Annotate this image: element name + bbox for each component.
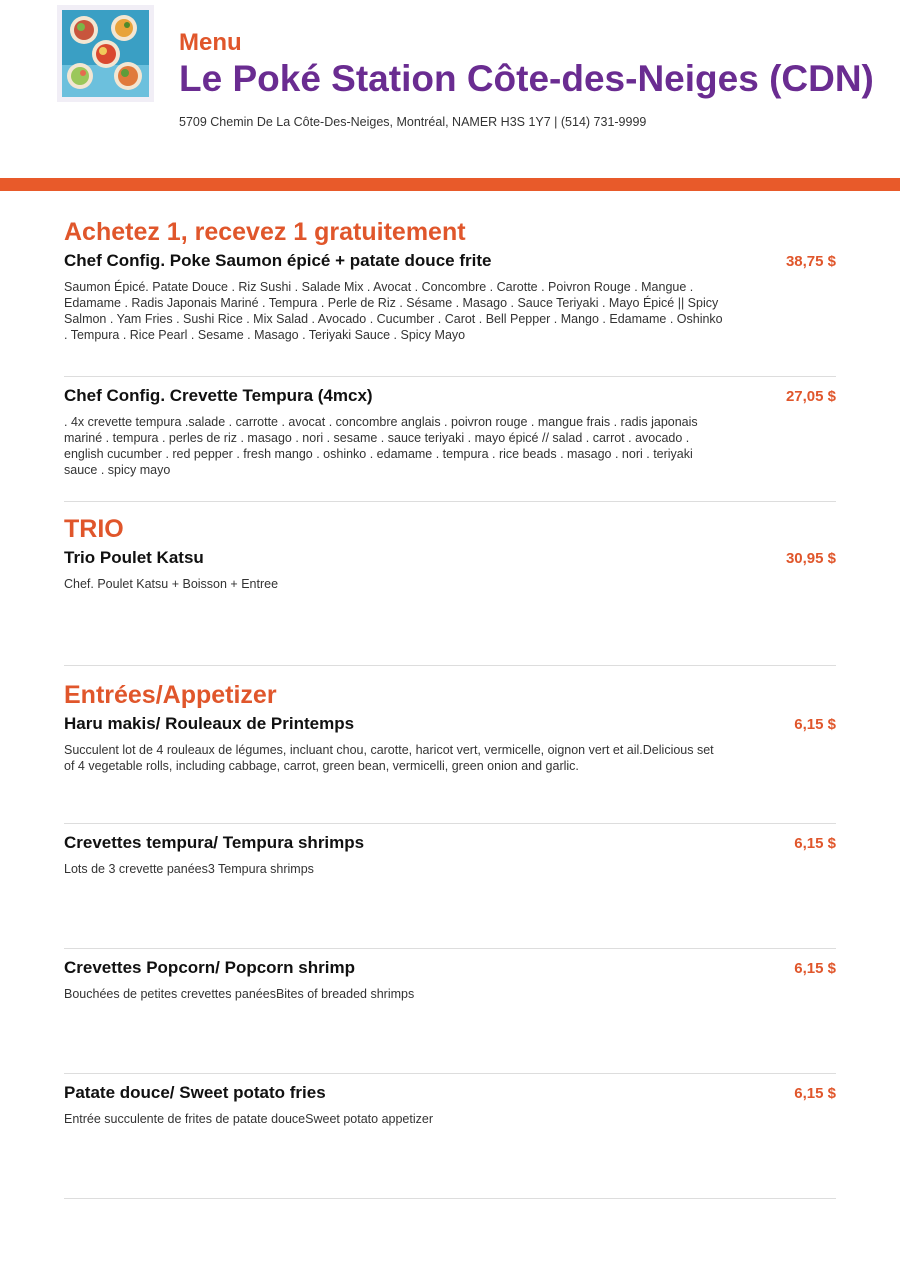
menu-item[interactable]	[64, 247, 836, 377]
menu-section	[64, 680, 836, 1199]
menu-section	[64, 217, 836, 502]
menu-item[interactable]	[64, 829, 836, 949]
item-description: Chef. Poulet Katsu + Boisson + Entree	[64, 577, 279, 591]
menu-item[interactable]	[64, 544, 836, 666]
section-title: Entrées/Appetizer	[64, 681, 277, 709]
item-description: Succulent lot de 4 rouleaux de légumes, incluant chou, carotte, haricot vert, vermicelle, oignon vert et ail.Delicious set of 4 vegetable rolls, including cabbage, carrot, green bean, vermicelli, green onion and garlic.	[64, 743, 714, 773]
item-name: Crevettes tempura/ Tempura shrimps	[64, 833, 365, 852]
item-description: . 4x crevette tempura .salade . carrotte . avocat . concombre anglais . poivron rouge . mangue frais . radis japonais mariné . tempura . perles de riz . masago . nori . sesame . sauce teriyaki . mayo épicé // salad . carrot . avocado . english cucumber . red pepper . fresh mango . oshinko . edamame . tempura . rice beads . masago . nori . teriyaki sauce . spicy mayo	[64, 415, 698, 477]
header-divider-band	[0, 178, 900, 191]
item-description: Bouchées de petites crevettes panéesBites of breaded shrimps	[64, 987, 415, 1001]
item-name: Crevettes Popcorn/ Popcorn shrimp	[64, 958, 355, 977]
item-price: 27,05 $	[785, 388, 836, 405]
restaurant-address: 5709 Chemin De La Côte-Des-Neiges, Montréal, NAMER H3S 1Y7 | (514) 731-9999	[179, 115, 647, 129]
item-name: Patate douce/ Sweet potato fries	[64, 1083, 326, 1102]
item-price: 6,15 $	[794, 960, 836, 977]
item-price: 6,15 $	[794, 835, 836, 852]
item-name: Chef Config. Poke Saumon épicé + patate douce frite	[64, 251, 492, 270]
section-title: Achetez 1, recevez 1 gratuitement	[64, 218, 466, 246]
poke-bowls-photo-icon	[57, 5, 154, 102]
menu-section	[64, 514, 836, 666]
menu-item[interactable]	[64, 1079, 836, 1199]
item-price: 30,95 $	[785, 550, 836, 567]
item-name: Trio Poulet Katsu	[64, 548, 204, 567]
item-name: Haru makis/ Rouleaux de Printemps	[64, 714, 355, 733]
item-price: 6,15 $	[794, 1085, 836, 1102]
item-description: Saumon Épicé. Patate Douce . Riz Sushi . Salade Mix . Avocat . Concombre . Carotte . Poivron Rouge . Mangue . Edamame . Radis Japonais Mariné . Tempura . Perle de Riz . Sésame . Masago . Sauce Teriyaki . Mayo Épicé || Spicy Salmon . Yam Fries . Sushi Rice . Mix Salad . Avocado . Cucumber . Carot . Bell Pepper . Mango . Edamame . Oshinko . Tempura . Rice Pearl . Sesame . Masago . Teriyaki Sauce . Spicy Mayo	[64, 280, 723, 342]
menu-content	[0, 191, 900, 1199]
menu-label: Menu	[179, 29, 242, 56]
menu-item[interactable]	[64, 382, 836, 502]
restaurant-name: Le Poké Station Côte-des-Neiges (CDN)	[179, 58, 874, 99]
page-header	[0, 0, 900, 178]
item-description: Lots de 3 crevette panées3 Tempura shrimps	[64, 862, 314, 876]
item-price: 38,75 $	[785, 253, 836, 270]
menu-item[interactable]	[64, 954, 836, 1074]
item-price: 6,15 $	[794, 716, 836, 733]
section-title: TRIO	[64, 515, 124, 543]
menu-item[interactable]	[64, 710, 836, 824]
item-name: Chef Config. Crevette Tempura (4mcx)	[64, 386, 373, 405]
item-description: Entrée succulente de frites de patate douceSweet potato appetizer	[64, 1112, 433, 1126]
